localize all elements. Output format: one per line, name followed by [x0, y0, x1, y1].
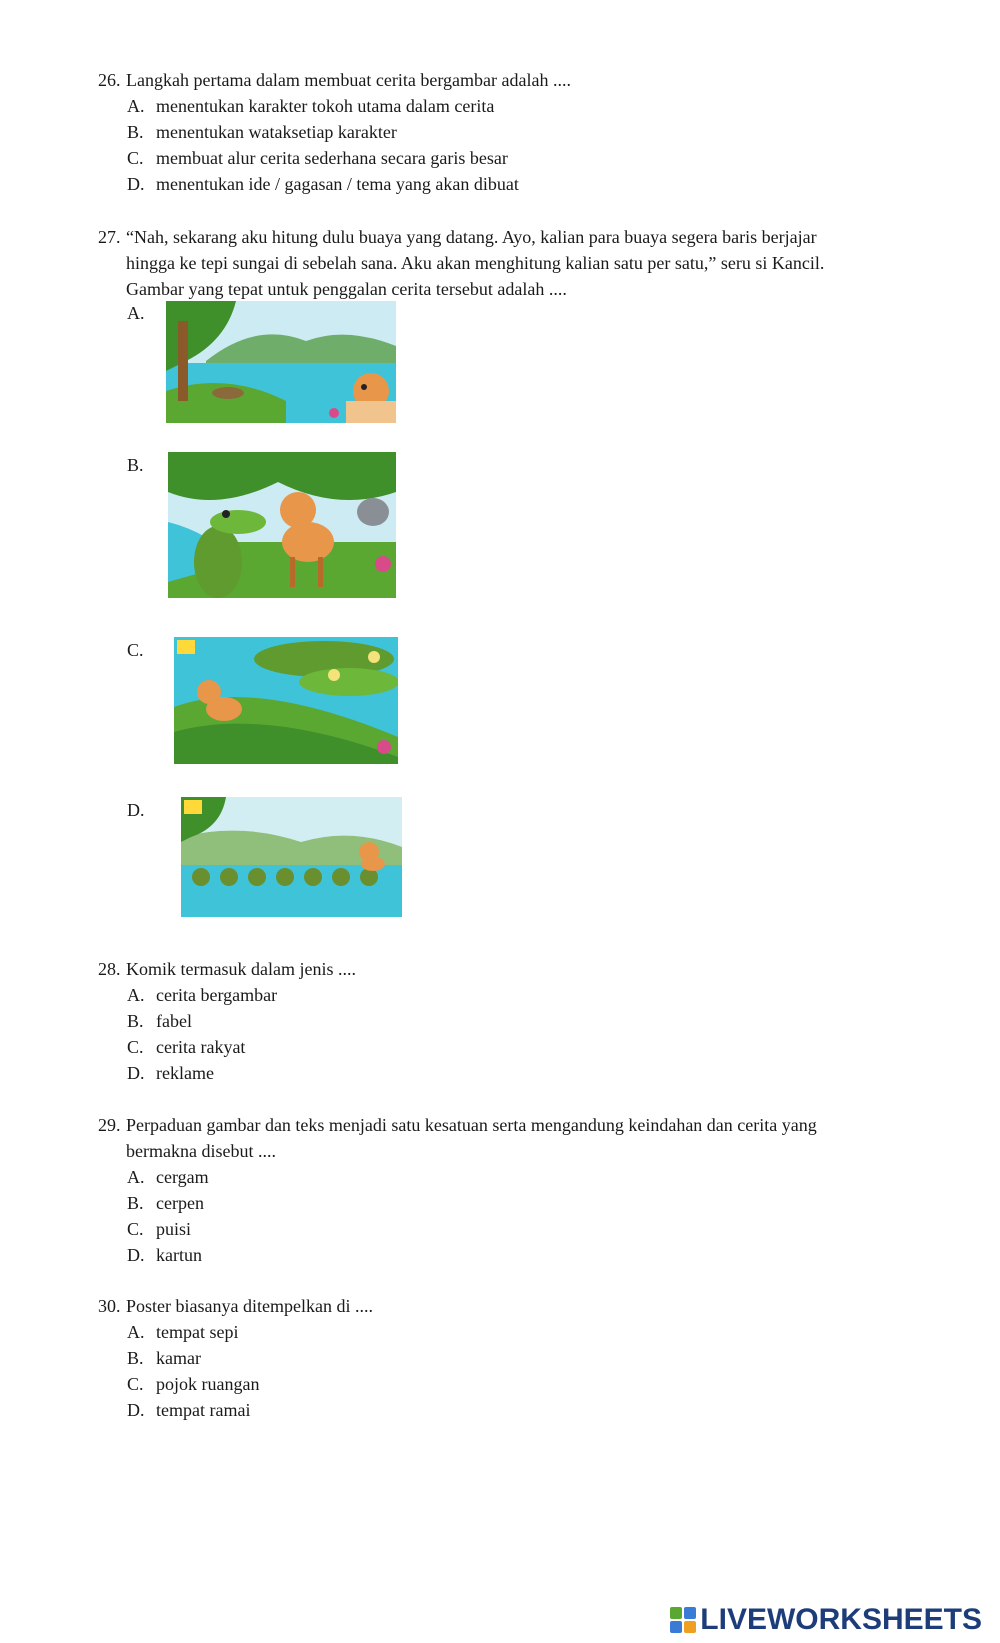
question-text: “Nah, sekarang aku hitung dulu buaya yang datang. Ayo, kalian para buaya segera baris berjajar — [126, 227, 817, 247]
question-text: Komik termasuk dalam jenis .... — [126, 959, 356, 979]
option-b[interactable]: B. fabel — [127, 1011, 192, 1031]
question-text: Poster biasanya ditempelkan di .... — [126, 1296, 373, 1316]
question-stem — [98, 1293, 898, 1319]
option-c[interactable]: C. cerita rakyat — [127, 1037, 246, 1057]
question-27 — [98, 224, 898, 302]
question-number: 28. — [98, 959, 121, 979]
option-c[interactable]: C. puisi — [127, 1219, 192, 1239]
image-option-d-label[interactable]: D. — [127, 800, 145, 820]
question-stem — [98, 956, 898, 982]
option-b[interactable]: B. kamar — [127, 1348, 201, 1368]
question-stem — [98, 67, 898, 93]
question-number: 29. — [98, 1115, 121, 1135]
crocodile-and-deer-illustration[interactable] — [168, 452, 396, 598]
kancil-crossing-crocodile-line-illustration[interactable] — [181, 797, 402, 917]
option-d[interactable]: D. kartun — [127, 1245, 202, 1265]
option-b[interactable]: B. cerpen — [127, 1193, 204, 1213]
question-stem — [98, 1112, 898, 1138]
question-text: Langkah pertama dalam membuat cerita bergambar adalah .... — [126, 70, 571, 90]
image-option-c-label[interactable]: C. — [127, 640, 144, 660]
option-d[interactable]: D. reklame — [127, 1063, 214, 1083]
question-text: Perpaduan gambar dan teks menjadi satu kesatuan serta mengandung keindahan dan cerita yang — [126, 1115, 817, 1135]
option-a[interactable]: A. cerita bergambar — [127, 985, 278, 1005]
question-number: 30. — [98, 1296, 121, 1316]
question-28 — [98, 956, 898, 1086]
question-text-line: bermakna disebut .... — [126, 1141, 276, 1161]
kancil-by-lake-illustration[interactable] — [166, 301, 396, 423]
option-a[interactable]: A. menentukan karakter tokoh utama dalam cerita — [127, 96, 495, 116]
option-a[interactable]: A. cergam — [127, 1167, 209, 1187]
question-text-line: Gambar yang tepat untuk penggalan cerita tersebut adalah .... — [126, 279, 567, 299]
question-stem — [98, 224, 898, 250]
image-option-a-label[interactable]: A. — [127, 303, 145, 323]
brand-name: LIVEWORKSHEETS — [700, 1603, 982, 1636]
liveworksheets-logo-icon — [670, 1607, 696, 1633]
liveworksheets-brand[interactable] — [670, 1603, 982, 1637]
crocodiles-near-shore-illustration[interactable] — [174, 637, 398, 764]
question-number: 27. — [98, 227, 121, 247]
option-b[interactable]: B. menentukan wataksetiap karakter — [127, 122, 397, 142]
option-d[interactable]: D. menentukan ide / gagasan / tema yang akan dibuat — [127, 174, 519, 194]
question-29 — [98, 1112, 898, 1268]
image-option-b-label[interactable]: B. — [127, 455, 144, 475]
question-text-line: hingga ke tepi sungai di sebelah sana. Aku akan menghitung kalian satu per satu,” seru si Kancil. — [126, 253, 825, 273]
question-30 — [98, 1293, 898, 1423]
question-number: 26. — [98, 70, 121, 90]
option-d[interactable]: D. tempat ramai — [127, 1400, 251, 1420]
option-c[interactable]: C. membuat alur cerita sederhana secara garis besar — [127, 148, 508, 168]
option-c[interactable]: C. pojok ruangan — [127, 1374, 260, 1394]
question-26 — [98, 67, 898, 197]
option-a[interactable]: A. tempat sepi — [127, 1322, 239, 1342]
